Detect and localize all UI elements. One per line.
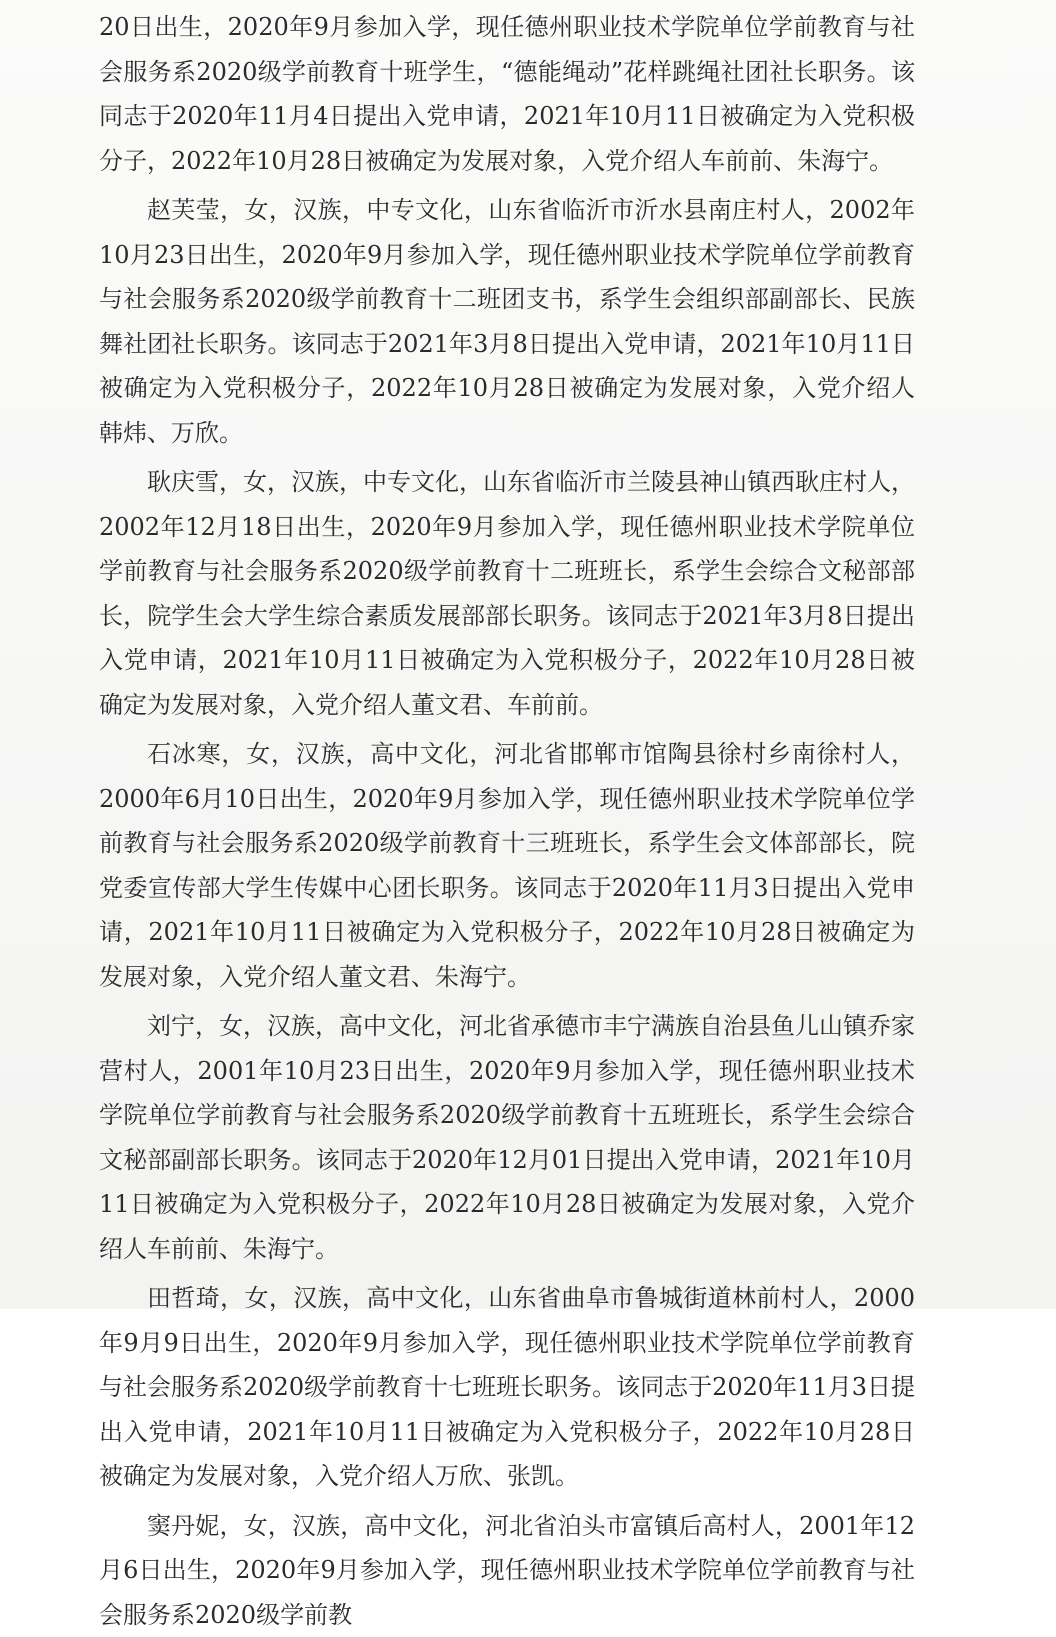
paragraph-continuation: 20日出生，2020年9月参加入学，现任德州职业技术学院单位学前教育与社会服务系2020级学前教育十班学生，“德能绳动”花样跳绳社团社长职务。该同志于2020年11月4日提出入党申请，2021年10月11日被确定为入党积极分子，2022年10月28日被确定为发展对象，入党介绍人车前前、朱海宁。 bbox=[99, 5, 915, 183]
paragraph-shi-binghan: 石冰寒，女，汉族，高中文化，河北省邯郸市馆陶县徐村乡南徐村人，2000年6月10日出生，2020年9月参加入学，现任德州职业技术学院单位学前教育与社会服务系2020级学前教育十三班班长，系学生会文体部部长，院党委宣传部大学生传媒中心团长职务。该同志于2020年11月3日提出入党申请，2021年10月11日被确定为入党积极分子，2022年10月28日被确定为发展对象，入党介绍人董文君、朱海宁。 bbox=[99, 732, 915, 999]
document-body bbox=[99, 5, 915, 1637]
paragraph-tian-zheqi: 田哲琦，女，汉族，高中文化，山东省曲阜市鲁城街道林前村人，2000年9月9日出生，2020年9月参加入学，现任德州职业技术学院单位学前教育与社会服务系2020级学前教育十七班班长职务。该同志于2020年11月3日提出入党申请，2021年10月11日被确定为入党积极分子，2022年10月28日被确定为发展对象，入党介绍人万欣、张凯。 bbox=[99, 1276, 915, 1499]
paragraph-geng-qingxue: 耿庆雪，女，汉族，中专文化，山东省临沂市兰陵县神山镇西耿庄村人，2002年12月18日出生，2020年9月参加入学，现任德州职业技术学院单位学前教育与社会服务系2020级学前教育十二班班长，系学生会综合文秘部部长，院学生会大学生综合素质发展部部长职务。该同志于2021年3月8日提出入党申请，2021年10月11日被确定为入党积极分子，2022年10月28日被确定为发展对象，入党介绍人董文君、车前前。 bbox=[99, 460, 915, 727]
paragraph-liu-ning: 刘宁，女，汉族，高中文化，河北省承德市丰宁满族自治县鱼儿山镇乔家营村人，2001年10月23日出生，2020年9月参加入学，现任德州职业技术学院单位学前教育与社会服务系2020级学前教育十五班班长，系学生会综合文秘部副部长职务。该同志于2020年12月01日提出入党申请，2021年10月11日被确定为入党积极分子，2022年10月28日被确定为发展对象，入党介绍人车前前、朱海宁。 bbox=[99, 1004, 915, 1271]
paragraph-zhao-furong: 赵芙莹，女，汉族，中专文化，山东省临沂市沂水县南庄村人，2002年10月23日出生，2020年9月参加入学，现任德州职业技术学院单位学前教育与社会服务系2020级学前教育十二班团支书，系学生会组织部副部长、民族舞社团社长职务。该同志于2021年3月8日提出入党申请，2021年10月11日被确定为入党积极分子，2022年10月28日被确定为发展对象，入党介绍人韩炜、万欣。 bbox=[99, 188, 915, 455]
paragraph-dou-danni: 窦丹妮，女，汉族，高中文化，河北省泊头市富镇后高村人，2001年12月6日出生，2020年9月参加入学，现任德州职业技术学院单位学前教育与社会服务系2020级学前教 bbox=[99, 1504, 915, 1637]
